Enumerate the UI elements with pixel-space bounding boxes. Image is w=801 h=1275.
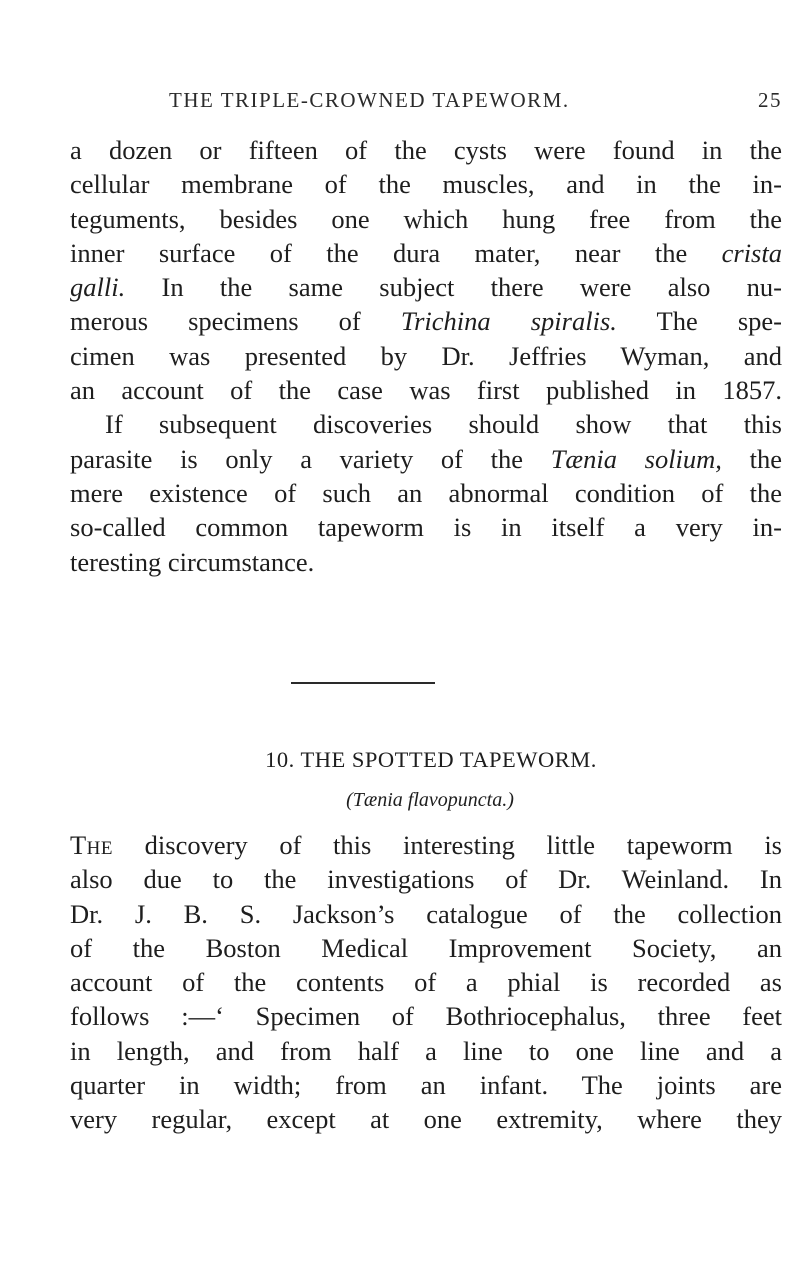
- text-line: [70, 442, 782, 476]
- page-number: 25: [758, 88, 782, 112]
- italic-term: Tænia solium,: [550, 443, 722, 474]
- running-head: [70, 88, 782, 118]
- paragraph-variety: [70, 407, 782, 578]
- paragraph-cysts: [70, 133, 782, 407]
- text-line: teguments, besides one which hung free from the: [70, 203, 782, 234]
- italic-term: crista: [721, 237, 782, 268]
- book-page: [70, 0, 782, 1275]
- text-run: The spe-: [616, 306, 782, 337]
- text-line: teresting circumstance.: [70, 546, 315, 577]
- text-line: quarter in width; from an infant. The joints are: [70, 1070, 782, 1101]
- lead-word: The: [70, 830, 114, 860]
- text-line: cimen was presented by Dr. Jeffries Wyman, and: [70, 340, 782, 371]
- text-line: in length, and from half a line to one line and a: [70, 1035, 782, 1066]
- text-line: also due to the investigations of Dr. Weinland. In: [70, 864, 782, 895]
- text-line: of the Boston Medical Improvement Society, an: [70, 932, 782, 963]
- paren: (: [346, 789, 353, 811]
- text-line: If subsequent discoveries should show that this: [105, 409, 782, 440]
- text-line: so-called common tapeworm is in itself a very in-: [70, 512, 782, 543]
- italic-term: galli.: [70, 272, 126, 303]
- species-name: Tænia flavopuncta.: [352, 789, 508, 811]
- section-subheading: [70, 789, 782, 812]
- text-line: a dozen or fifteen of the cysts were found in the: [70, 135, 782, 165]
- section-divider: [291, 682, 435, 684]
- text-line: follows :—‘ Specimen of Bothriocephalus, three feet: [70, 1001, 782, 1032]
- text-line: [70, 304, 782, 338]
- text-run: inner surface of the dura mater, near the: [70, 237, 722, 268]
- text-line: [70, 828, 782, 862]
- text-run: In the same subject there were also nu-: [125, 272, 782, 303]
- text-line: [70, 270, 782, 304]
- section-heading: 10. THE SPOTTED TAPEWORM.: [265, 747, 597, 772]
- running-title: THE TRIPLE-CROWNED TAPEWORM.: [169, 88, 570, 112]
- text-line: very regular, except at one extremity, where they: [70, 1104, 782, 1135]
- paragraph-discovery: [70, 828, 782, 1137]
- text-line: cellular membrane of the muscles, and in the in-: [70, 169, 782, 200]
- text-run: the: [721, 443, 782, 474]
- text-run: parasite is only a variety of the: [70, 443, 551, 474]
- text-line: [70, 236, 782, 270]
- text-run: discovery of this interesting little tapeworm is: [113, 830, 782, 860]
- body-text-top: [70, 133, 782, 579]
- text-line: an account of the case was first published in 1857.: [70, 375, 782, 406]
- italic-term: Trichina spiralis.: [400, 306, 617, 337]
- text-line: mere existence of such an abnormal condition of the: [70, 477, 782, 508]
- text-line: Dr. J. B. S. Jackson’s catalogue of the collection: [70, 898, 782, 929]
- paren: ): [507, 789, 514, 811]
- text-line: account of the contents of a phial is recorded as: [70, 967, 782, 998]
- text-run: merous specimens of: [70, 306, 401, 337]
- body-text-bottom: [70, 828, 782, 1137]
